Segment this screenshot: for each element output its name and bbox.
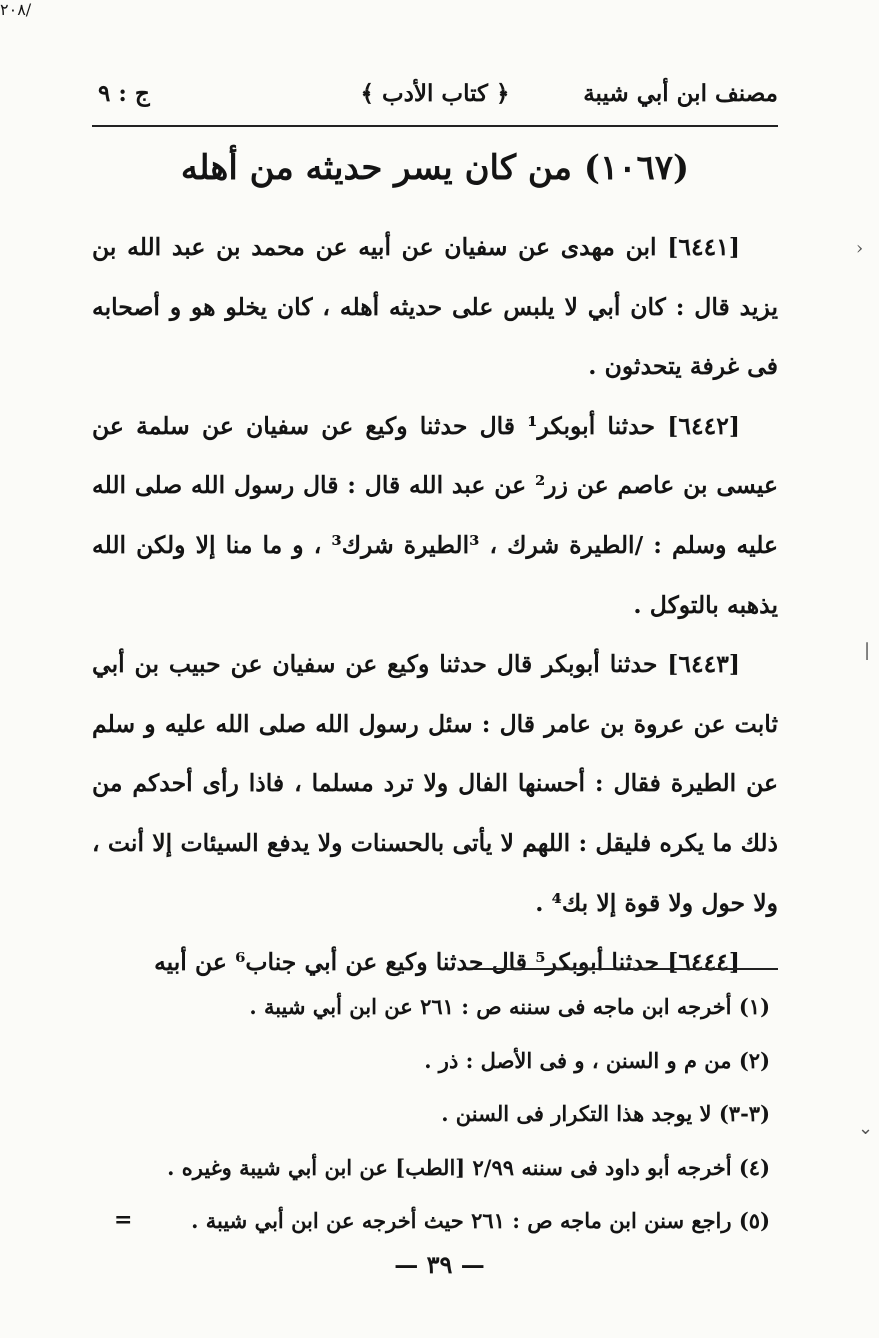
volume-label: ج : ٩ — [98, 80, 150, 107]
footnote: (١) أخرجه ابن ماجه فى سننه ص : ٢٦١ عن ابن أبي شيبة . — [249, 994, 770, 1019]
header-divider — [92, 125, 778, 127]
page-number: — ٣٩ — — [394, 1250, 485, 1279]
chapter-title: (١٠٦٧) من كان يسر حديثه من أهله — [180, 148, 690, 188]
scan-mark-icon: › — [856, 238, 864, 259]
footnote-text: (٥) راجع سنن ابن ماجه ص : ٢٦١ حيث أخرجه عن ابن أبي شيبة . — [191, 1208, 770, 1233]
hadith-text — [92, 218, 778, 993]
running-header — [92, 76, 778, 124]
book-title: مصنف ابن أبي شيبة — [583, 80, 778, 107]
hadith-paragraph: [٦٤٤٣] حدثنا أبوبكر قال حدثنا وكيع عن سفيان عن حبيب بن أبي ثابت عن عروة بن عامر قال : سئل رسول الله صلى الله عليه و سلم عن الطيرة فقال : أحسنها الفال ولا ترد مسلما ، فاذا رأى أحدكم من ذلك ما يكره فليقل : اللهم لا يأتى بالحسنات ولا يدفع السيئات إلا أنت ، ولا حول ولا قوة إلا بك⁴ . — [92, 650, 778, 917]
footnote: (٤) أخرجه أبو داود فى سننه ٢/٩٩ [الطب] عن ابن أبي شيبة وغيره . — [167, 1154, 770, 1180]
footnote-continue-mark: = — [114, 1207, 133, 1233]
footnote: (٣-٣) لا يوجد هذا التكرار فى السنن . — [441, 1101, 770, 1126]
scan-mark-icon: | — [864, 640, 871, 661]
hadith-paragraph: [٦٤٤٤] حدثنا أبوبكر⁵ قال حدثنا وكيع عن أبي جناب⁶ عن أبيه — [154, 948, 740, 977]
footnote — [92, 1194, 778, 1248]
scan-mark-icon: ⌄ — [858, 1118, 874, 1139]
manuscript-folio-note: ٢٠٨/ — [0, 0, 32, 19]
hadith-paragraph: [٦٤٤١] ابن مهدى عن سفيان عن أبيه عن محمد بن عبد الله بن يزيد قال : كان أبي لا يلبس على حديثه أهله ، كان يخلو هو و أصحابه فى غرفة يتحدثون . — [92, 233, 778, 381]
footnote: (٢) من م و السنن ، و فى الأصل : ذر . — [424, 1047, 770, 1073]
section-title: ﴿ كتاب الأدب ﴾ — [360, 80, 510, 107]
footnote-divider — [474, 968, 778, 970]
footnotes — [92, 980, 778, 1248]
hadith-paragraph: [٦٤٤٢] حدثنا أبوبكر¹ قال حدثنا وكيع عن سفيان عن سلمة عن عيسى بن عاصم عن زر² عن عبد الله قال : قال رسول الله صلى الله عليه وسلم : /الطيرة شرك ، ³الطيرة شرك³ ، و ما منا إلا ولكن الله يذهبه بالتوكل . — [92, 411, 778, 619]
